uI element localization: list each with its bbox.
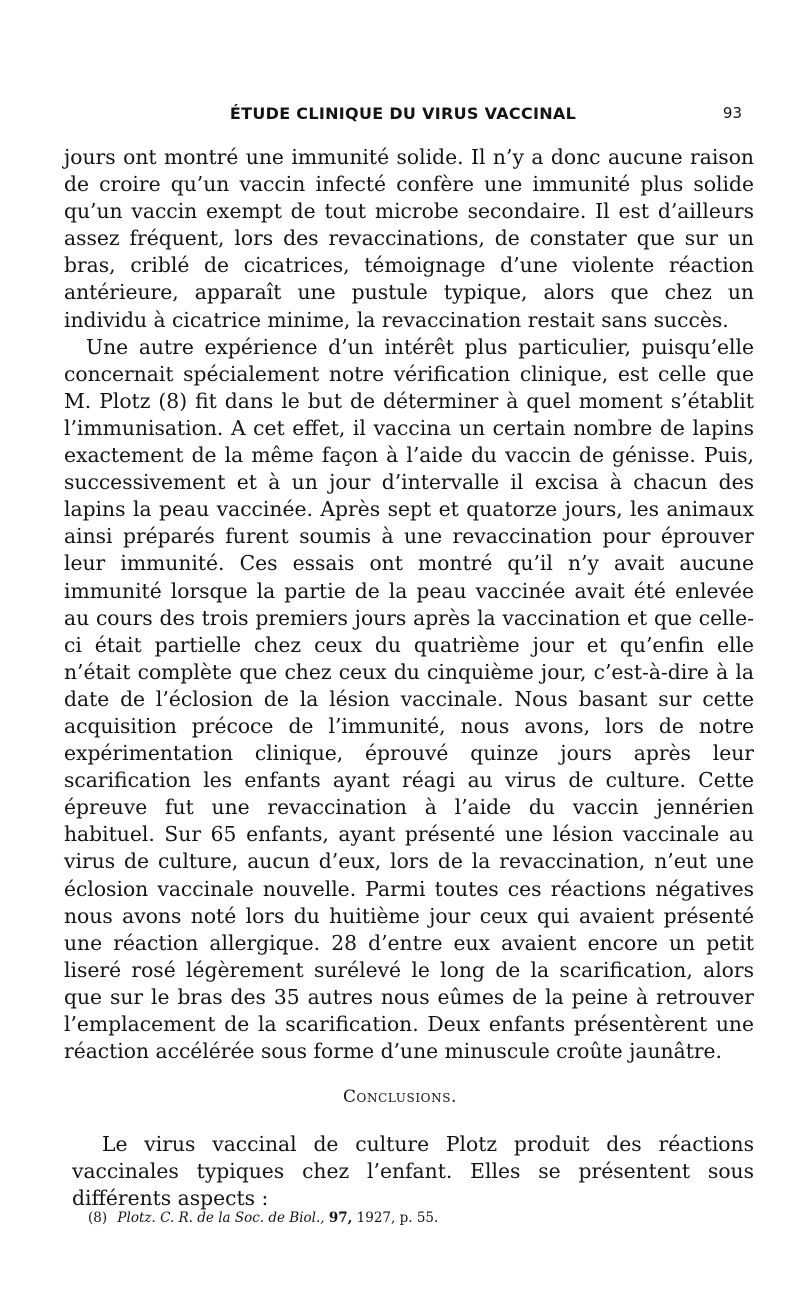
footnote-year-page: 1927, p. 55. [356, 1210, 439, 1226]
body-text [64, 144, 754, 1065]
section-heading-conclusions: Conclusions. [342, 1087, 458, 1107]
footnote-marker: (8) [88, 1210, 108, 1226]
running-title: ÉTUDE CLINIQUE DU VIRUS VACCINAL [229, 104, 577, 123]
footnote-author: Plotz. C. R. [117, 1210, 193, 1226]
paragraph-plotz-experiment: Une autre expérience d’un intérêt plus particulier, puisqu’elle concernait spécialement notre vérification clinique, est celle que M. Plotz (8) fit dans le but de déterminer à quel moment s’établit l’immunisation. A cet effet, il vaccina un certain nombre de lapins exactement de la même façon à l’aide du vaccin de génisse. Puis, successivement et à un jour d’intervalle il excisa à chacun des lapins la peau vaccinée. Après sept et quatorze jours, les animaux ainsi préparés furent soumis à une revaccination pour éprouver leur immunité. Ces essais ont montré qu’il n’y avait aucune immunité lorsque la partie de la peau vaccinée avait été enlevée au cours des trois premiers jours après la vaccination et que celle-ci était partielle chez ceux du quatrième jour et qu’enfin elle n’était complète que chez ceux du cinquième jour, c’est-à-dire à la date de l’éclosion de la lésion vaccinale. Nous basant sur cette acquisition précoce de l’immunité, nous avons, lors de notre expérimentation clinique, éprouvé quinze jours après leur scarification les enfants ayant réagi au virus de culture. Cette épreuve fut une revaccination à l’aide du vaccin jennérien habituel. Sur 65 enfants, ayant présenté une lésion vaccinale au virus de culture, aucun d’eux, lors de la revaccination, n’eut une éclosion vaccinale nouvelle. Parmi toutes ces réactions négatives nous avons noté lors du huitième jour ceux qui avaient présenté une réaction allergique. 28 d’entre eux avaient encore un petit liseré rosé légèrement surélevé le long de la scarification, alors que sur le bras des 35 autres nous eûmes de la peine à retrouver l’emplacement de la scarification. Deux enfants présentèrent une réaction accélérée sous forme d’une minuscule croûte jaunâtre. [64, 334, 754, 1064]
page-header [64, 104, 742, 128]
paragraph-continuation: jours ont montré une immunité solide. Il n’y a donc aucune raison de croire qu’un vaccin infecté confère une immunité plus solide qu’un vaccin exempt de tout microbe secondaire. Il est d’ailleurs assez fréquent, lors des revaccinations, de constater que sur un bras, criblé de cicatrices, témoignage d’une violente réaction antérieure, apparaît une pustule typique, alors que chez un individu à cicatrice minime, la revaccination restait sans succès. [64, 145, 754, 332]
conclusions-paragraph: Le virus vaccinal de culture Plotz produit des réactions vaccinales typiques chez l’enfant. Elles se présentent sous différents aspects : [72, 1132, 754, 1211]
footnote-volume: 97, [328, 1210, 353, 1226]
page-number: 93 [722, 104, 742, 122]
conclusions-text [72, 1131, 754, 1212]
footnote-journal: de la Soc. de Biol., [197, 1210, 325, 1226]
footnote [88, 1210, 748, 1226]
